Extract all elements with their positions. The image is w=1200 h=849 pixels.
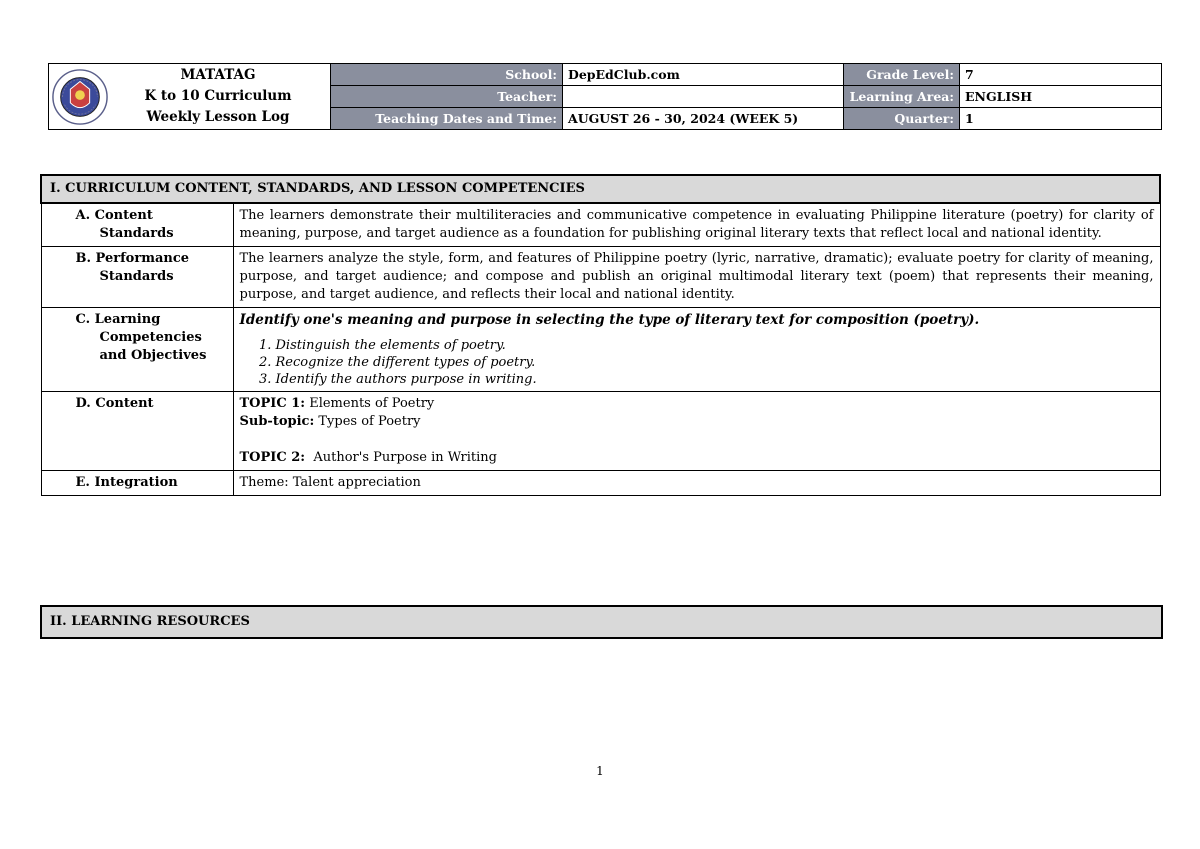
section-2-heading: II. LEARNING RESOURCES bbox=[40, 605, 1163, 639]
title-line-1: MATATAG bbox=[180, 67, 256, 83]
header-title bbox=[113, 65, 323, 128]
header-table bbox=[48, 63, 1162, 130]
integration-text: Theme: Talent appreciation bbox=[233, 471, 1160, 496]
content-cell bbox=[233, 392, 1160, 471]
learning-area-label: Learning Area: bbox=[844, 86, 960, 108]
quarter-label: Quarter: bbox=[844, 108, 960, 130]
page-number: 1 bbox=[596, 764, 604, 778]
deped-seal-icon bbox=[51, 68, 109, 126]
performance-standards-row bbox=[41, 247, 1160, 308]
grade-level-value: 7 bbox=[960, 64, 1162, 86]
title-line-3: Weekly Lesson Log bbox=[146, 109, 290, 125]
content-standards-text: The learners demonstrate their multiliteracies and communicative competence in evaluating Philippine literature (poetry) for clarity of meaning, purpose, and target audience as a foundation for publishing original literary texts that reflect local and national identity. bbox=[233, 203, 1160, 247]
section-1-heading: I. CURRICULUM CONTENT, STANDARDS, AND LESSON COMPETENCIES bbox=[41, 175, 1160, 203]
content-label: D. Content bbox=[41, 392, 233, 471]
integration-row bbox=[41, 471, 1160, 496]
topic-1: TOPIC 1: Elements of Poetry bbox=[239, 396, 435, 411]
title-line-2: K to 10 Curriculum bbox=[144, 88, 292, 104]
learning-area-value: ENGLISH bbox=[960, 86, 1162, 108]
curriculum-table bbox=[40, 174, 1161, 496]
teacher-value bbox=[563, 86, 844, 108]
main-competency: Identify one's meaning and purpose in selecting the type of literary text for composition (poetry). bbox=[239, 312, 980, 328]
performance-standards-label: B. Performance Standards bbox=[41, 247, 233, 308]
competencies-cell bbox=[233, 308, 1160, 392]
performance-standards-text: The learners analyze the style, form, and features of Philippine poetry (lyric, narrative, dramatic); evaluate poetry for clarity of meaning, purpose, and target audience; and compose and publish an original multimodal literary text (poem) that represents their meaning, purpose, and target audience, and reflects their local and national identity. bbox=[233, 247, 1160, 308]
topic-2: TOPIC 2: Author's Purpose in Writing bbox=[239, 450, 497, 465]
teacher-label: Teacher: bbox=[331, 86, 563, 108]
content-row bbox=[41, 392, 1160, 471]
content-standards-row bbox=[41, 203, 1160, 247]
objective-item: 2. Recognize the different types of poetry. bbox=[276, 354, 1154, 371]
header-title-cell bbox=[49, 64, 331, 130]
objectives-list bbox=[240, 337, 1154, 388]
quarter-value: 1 bbox=[960, 108, 1162, 130]
competencies-label: C. Learning Competencies and Objectives bbox=[41, 308, 233, 392]
school-label: School: bbox=[331, 64, 563, 86]
objective-item: 3. Identify the authors purpose in writing. bbox=[276, 371, 1154, 388]
content-standards-label: A. Content Standards bbox=[41, 203, 233, 247]
teaching-dates-label: Teaching Dates and Time: bbox=[331, 108, 563, 130]
grade-level-label: Grade Level: bbox=[844, 64, 960, 86]
school-value: DepEdClub.com bbox=[563, 64, 844, 86]
teaching-dates-value: AUGUST 26 - 30, 2024 (WEEK 5) bbox=[563, 108, 844, 130]
objective-item: 1. Distinguish the elements of poetry. bbox=[276, 337, 1154, 354]
sub-topic: Sub-topic: Types of Poetry bbox=[239, 414, 421, 429]
competencies-row bbox=[41, 308, 1160, 392]
integration-label: E. Integration bbox=[41, 471, 233, 496]
